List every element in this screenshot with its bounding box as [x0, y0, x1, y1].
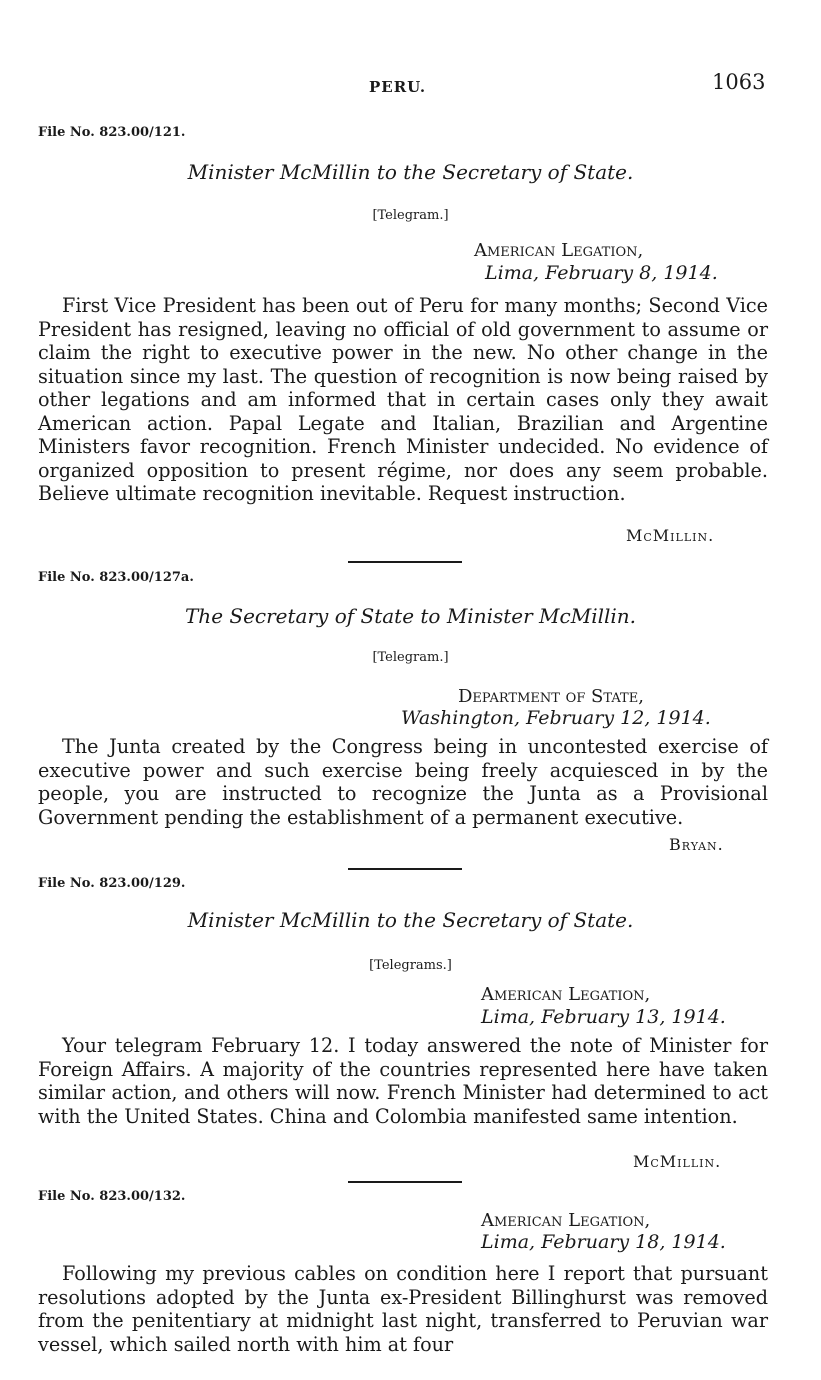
document-heading: Minister McMillin to the Secretary of State.: [187, 908, 634, 932]
section-divider: [348, 561, 462, 563]
document-type-note: [Telegram.]: [372, 650, 449, 665]
running-header: PERU.: [369, 78, 427, 96]
section-divider: [348, 868, 462, 870]
signature: Bryan.: [669, 835, 724, 854]
body-paragraph: Following my previous cables on condition here I report that pursuant resolutions adopted by the Junta ex-President Billinghurst was removed from the penitentiary at midnight last night, transferred to Peruvian war vessel, which sailed north with him at four: [38, 1262, 768, 1356]
sender-location: American Legation,: [481, 1210, 651, 1231]
signature: McMillin.: [633, 1152, 722, 1171]
body-paragraph: The Junta created by the Congress being in uncontested exercise of executive power and such exercise being freely acquiesced in by the people, you are instructed to recognize the Junta as a Provisional Government pending the establishment of a permanent executive.: [38, 735, 768, 829]
dateline: Washington, February 12, 1914.: [401, 707, 711, 729]
document-type-note: [Telegrams.]: [369, 958, 452, 973]
file-number: File No. 823.00/127a.: [38, 570, 194, 585]
sender-location: Department of State,: [458, 686, 644, 707]
body-paragraph: First Vice President has been out of Peru for many months; Second Vice President has resigned, leaving no official of old government to assume or claim the right to executive power in the new. No other change in the situation since my last. The question of recognition is now being raised by other legations and am informed that in certain cases only they await American action. Papal Legate and Italian, Brazilian and Argentine Ministers favor recognition. French Minister undecided. No evidence of organized opposition to present régime, nor does any seem probable. Believe ultimate recognition inevitable. Request instruction.: [38, 294, 768, 505]
sender-location: American Legation,: [481, 984, 651, 1005]
file-number: File No. 823.00/132.: [38, 1189, 186, 1204]
body-paragraph: Your telegram February 12. I today answered the note of Minister for Foreign Affairs. A majority of the countries represented here have taken similar action, and others will now. French Minister had determined to act with the United States. China and Colombia manifested same intention.: [38, 1034, 768, 1128]
page-number: 1063: [712, 70, 766, 94]
section-divider: [348, 1181, 462, 1183]
document-heading: The Secretary of State to Minister McMillin.: [184, 604, 637, 628]
file-number: File No. 823.00/129.: [38, 876, 186, 891]
dateline: Lima, February 18, 1914.: [481, 1231, 726, 1253]
document-heading: Minister McMillin to the Secretary of State.: [187, 160, 634, 184]
sender-location: American Legation,: [474, 240, 644, 261]
file-number: File No. 823.00/121.: [38, 125, 186, 140]
dateline: Lima, February 13, 1914.: [481, 1006, 726, 1028]
document-type-note: [Telegram.]: [372, 208, 449, 223]
dateline: Lima, February 8, 1914.: [485, 262, 718, 284]
signature: McMillin.: [626, 526, 715, 545]
